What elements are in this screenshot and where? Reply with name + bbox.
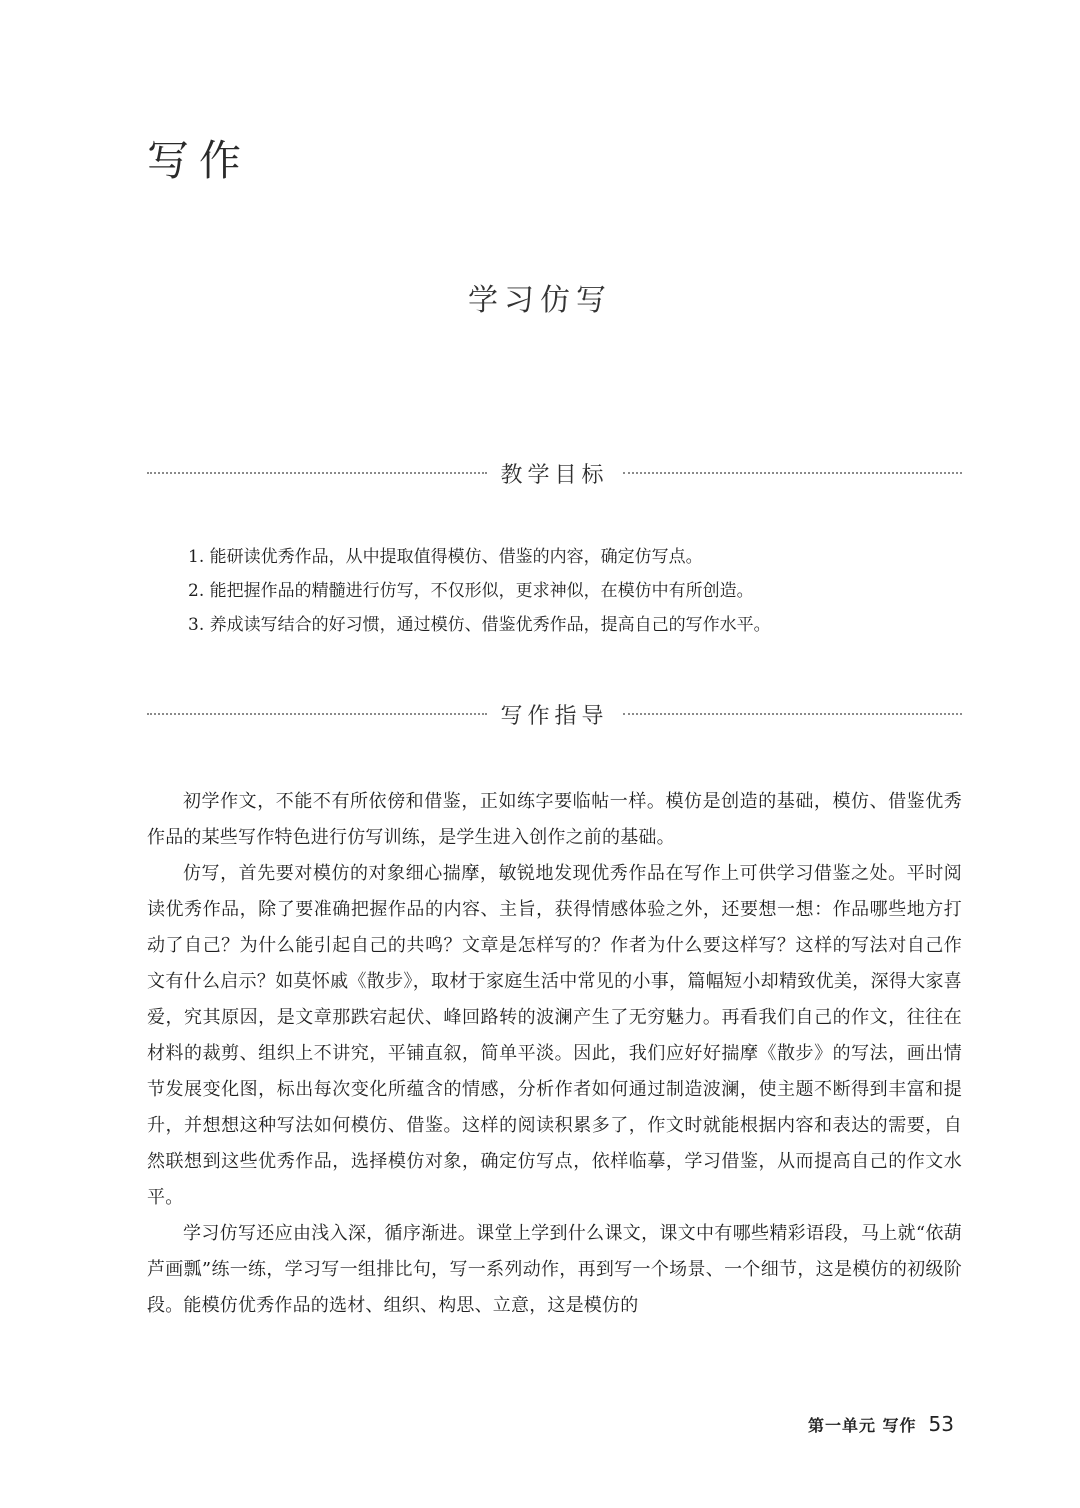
goals-heading-divider [147, 453, 962, 493]
paragraph: 仿写，首先要对模仿的对象细心揣摩，敏锐地发现优秀作品在写作上可供学习借鉴之处。平时阅读优秀作品，除了要准确把握作品的内容、主旨，获得情感体验之外，还要想一想：作品哪些地方打动了自己？为什么能引起自己的共鸣？文章是怎样写的？作者为什么要这样写？这样的写法对自己作文有什么启示？如莫怀戚《散步》，取材于家庭生活中常见的小事，篇幅短小却精致优美，深得大家喜爱，究其原因，是文章那跌宕起伏、峰回路转的波澜产生了无穷魅力。再看我们自己的作文，往往在材料的裁剪、组织上不讲究，平铺直叙，简单平淡。因此，我们应好好揣摩《散步》的写法，画出情节发展变化图，标出每次变化所蕴含的情感，分析作者如何通过制造波澜，使主题不断得到丰富和提升，并想想这种写法如何模仿、借鉴。这样的阅读积累多了，作文时就能根据内容和表达的需要，自然联想到这些优秀作品，选择模仿对象，确定仿写点，依样临摹，学习借鉴，从而提高自己的作文水平。 [147, 863, 962, 1208]
dotted-rule-left [147, 713, 487, 715]
dotted-rule-right [623, 472, 963, 474]
page-number: 53 [928, 1412, 954, 1436]
section-title: 写作 [147, 136, 252, 185]
goals-list [188, 540, 948, 642]
guide-body [147, 784, 962, 1324]
dotted-rule-left [147, 472, 487, 474]
goal-item: 1. 能研读优秀作品，从中提取值得模仿、借鉴的内容，确定仿写点。 [188, 547, 703, 567]
goals-heading: 教学目标 [500, 462, 609, 488]
paragraph: 初学作文，不能不有所依傍和借鉴，正如练字要临帖一样。模仿是创造的基础，模仿、借鉴优秀作品的某些写作特色进行仿写训练，是学生进入创作之前的基础。 [147, 791, 962, 848]
footer-unit-label: 第一单元 写作 [807, 1416, 917, 1435]
guide-heading: 写作指导 [500, 703, 609, 729]
paragraph: 学习仿写还应由浅入深，循序渐进。课堂上学到什么课文，课文中有哪些精彩语段，马上就“依葫芦画瓢”练一练，学习写一组排比句，写一系列动作，再到写一个场景、一个细节，这是模仿的初级阶段。能模仿优秀作品的选材、组织、构思、立意，这是模仿的 [147, 1223, 962, 1316]
goal-item: 2. 能把握作品的精髓进行仿写，不仅形似，更求神似，在模仿中有所创造。 [188, 581, 754, 601]
guide-heading-divider [147, 694, 962, 734]
dotted-rule-right [623, 713, 963, 715]
goal-item: 3. 养成读写结合的好习惯，通过模仿、借鉴优秀作品，提高自己的写作水平。 [188, 615, 771, 635]
page-footer [808, 1412, 954, 1436]
lesson-title: 学习仿写 [468, 283, 612, 318]
